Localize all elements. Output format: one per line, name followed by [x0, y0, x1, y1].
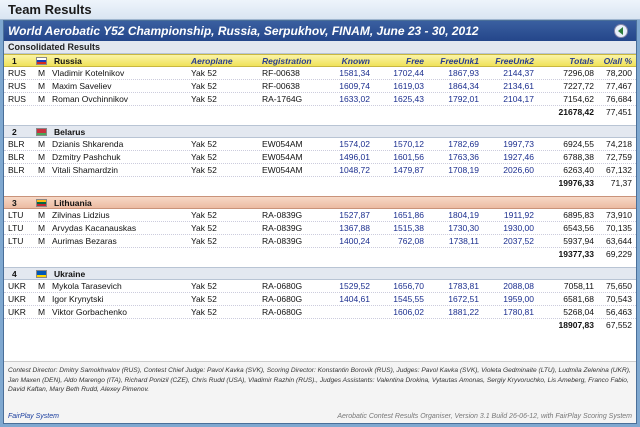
pilot-row[interactable] — [4, 222, 636, 235]
officials-footer — [4, 361, 636, 411]
team-header-belarus[interactable] — [4, 125, 636, 138]
pilot-row[interactable] — [4, 164, 636, 177]
pilot-aeroplane: Yak 52 — [191, 165, 217, 175]
pilot-nation: LTU — [8, 223, 24, 233]
col-freeunk2: FreeUnk2 — [495, 56, 534, 66]
pilot-row[interactable] — [4, 306, 636, 319]
pilot-name: Vladimir Kotelnikov — [52, 68, 125, 78]
score-freeunk1: 1792,01 — [448, 94, 479, 104]
score-known: 1367,88 — [339, 223, 370, 233]
pilot-name: Roman Ovchinnikov — [52, 94, 129, 104]
pilot-nation: RUS — [8, 81, 26, 91]
score-known: 1048,72 — [339, 165, 370, 175]
score-freeunk2: 1780,81 — [503, 307, 534, 317]
pilot-total: 6788,38 — [563, 152, 594, 162]
results-table — [4, 54, 636, 332]
version-info: Aerobatic Contest Results Organiser, Version 3.1 Build 26-06-12, with FairPlay Scoring System — [337, 413, 632, 420]
score-freeunk1: 1708,19 — [448, 165, 479, 175]
officials-text: Contest Director: Dmitry Samokhvalov (RUS), Contest Chief Judge: Pavol Kavka (SVK), Scoring Director: Konstantin Borovik (RUS), Judges: Pavol Kavka (SVK), Violeta Gedminaite (LTU), Ludmila Zelenina (UKR), Jan Maxen (DEN), Aldo Marengo (ITA), Richard Ponizil (CZE), Chris Rudd (USA), Vladimir Razhin (RUS)., Judges Assistants: Valentina Drokina, Vytautas Amonas, Sergiy Kryvoruchko, Lis Ameberg, Franco Fabio, David Kaftan, Mary Beth Rudd, Alexey Pimenov. — [8, 367, 631, 393]
window-titlebar — [0, 0, 640, 20]
pilot-registration: RA-0839G — [262, 210, 303, 220]
pilot-registration: RA-1764G — [262, 94, 303, 104]
pilot-total: 6263,40 — [563, 165, 594, 175]
score-free: 1625,43 — [393, 94, 424, 104]
score-free: 1619,03 — [393, 81, 424, 91]
pilot-total: 6895,83 — [563, 210, 594, 220]
score-freeunk2: 1911,92 — [503, 210, 534, 220]
team-total-row — [4, 319, 636, 332]
pilot-registration: RA-0680G — [262, 281, 303, 291]
pilot-name: Maxim Saveliev — [52, 81, 112, 91]
pilot-row[interactable] — [4, 280, 636, 293]
score-freeunk2: 2104,17 — [503, 94, 534, 104]
pilot-aeroplane: Yak 52 — [191, 81, 217, 91]
col-registration: Registration — [262, 56, 312, 66]
team-header-russia[interactable] — [4, 54, 636, 67]
pilot-registration: RA-0680G — [262, 307, 303, 317]
score-freeunk2: 2134,61 — [503, 81, 534, 91]
team-rank: 3 — [12, 198, 17, 208]
pilot-aeroplane: Yak 52 — [191, 307, 217, 317]
pilot-nation: BLR — [8, 165, 25, 175]
score-freeunk1: 1864,34 — [448, 81, 479, 91]
pilot-total: 7296,08 — [563, 68, 594, 78]
flag-icon — [36, 199, 47, 207]
team-pct: 77,451 — [606, 107, 632, 117]
score-freeunk1: 1867,93 — [448, 68, 479, 78]
pilot-nation: BLR — [8, 152, 25, 162]
pilot-row[interactable] — [4, 93, 636, 106]
team-total-row — [4, 248, 636, 261]
pilot-sex: M — [38, 94, 46, 104]
team-total-row — [4, 106, 636, 119]
pilot-pct: 72,759 — [606, 152, 632, 162]
score-freeunk2: 1997,73 — [503, 139, 534, 149]
flag-icon — [36, 128, 47, 136]
score-freeunk1: 1783,81 — [448, 281, 479, 291]
pilot-registration: RA-0839G — [262, 236, 303, 246]
team-name: Ukraine — [54, 269, 86, 279]
pilot-sex: M — [38, 152, 46, 162]
col-free: Free — [406, 56, 424, 66]
score-freeunk2: 2144,37 — [503, 68, 534, 78]
score-free: 762,08 — [398, 236, 424, 246]
team-name: Lithuania — [54, 198, 92, 208]
score-known: 1527,87 — [339, 210, 370, 220]
pilot-sex: M — [38, 307, 46, 317]
pilot-aeroplane: Yak 52 — [191, 152, 217, 162]
pilot-sex: M — [38, 139, 46, 149]
fairplay-link[interactable]: FairPlay System — [8, 413, 59, 420]
pilot-name: Mykola Tarasevich — [52, 281, 122, 291]
pilot-pct: 70,135 — [606, 223, 632, 233]
pilot-total: 6924,55 — [563, 139, 594, 149]
pilot-registration: RA-0839G — [262, 223, 303, 233]
consolidated-results-label: Consolidated Results — [8, 42, 101, 52]
score-known: 1581,34 — [339, 68, 370, 78]
col-known: Known — [341, 56, 370, 66]
pilot-pct: 63,644 — [606, 236, 632, 246]
pilot-pct: 70,543 — [606, 294, 632, 304]
team-pct: 67,552 — [606, 320, 632, 330]
pilot-aeroplane: Yak 52 — [191, 94, 217, 104]
pilot-pct: 56,463 — [606, 307, 632, 317]
team-header-ukraine[interactable] — [4, 267, 636, 280]
col-pct: O/all % — [603, 56, 632, 66]
pilot-registration: RF-00638 — [262, 68, 300, 78]
pilot-pct: 73,910 — [606, 210, 632, 220]
pilot-sex: M — [38, 165, 46, 175]
results-panel — [3, 20, 637, 424]
pilot-registration: EW054AM — [262, 165, 303, 175]
pilot-sex: M — [38, 294, 46, 304]
score-freeunk2: 2037,52 — [503, 236, 534, 246]
consolidated-results-header — [4, 41, 636, 54]
status-bar — [4, 411, 636, 423]
pilot-aeroplane: Yak 52 — [191, 236, 217, 246]
team-total: 18907,83 — [558, 320, 594, 330]
score-known: 1633,02 — [339, 94, 370, 104]
pilot-nation: LTU — [8, 236, 24, 246]
pilot-total: 7227,72 — [563, 81, 594, 91]
pilot-total: 7058,11 — [563, 281, 594, 291]
team-total: 21678,42 — [558, 107, 594, 117]
score-freeunk1: 1804,19 — [448, 210, 479, 220]
score-freeunk1: 1763,36 — [448, 152, 479, 162]
pilot-total: 5937,94 — [563, 236, 594, 246]
pilot-pct: 67,132 — [606, 165, 632, 175]
pilot-name: Vitali Shamardzin — [52, 165, 118, 175]
pilot-sex: M — [38, 81, 46, 91]
pilot-nation: UKR — [8, 294, 26, 304]
score-freeunk1: 1738,11 — [448, 236, 479, 246]
score-free: 1656,70 — [393, 281, 424, 291]
score-known: 1400,24 — [339, 236, 370, 246]
pilot-pct: 78,200 — [606, 68, 632, 78]
score-freeunk1: 1730,30 — [448, 223, 479, 233]
pilot-sex: M — [38, 68, 46, 78]
back-button[interactable] — [614, 24, 628, 38]
pilot-registration: EW054AM — [262, 152, 303, 162]
pilot-name: Igor Krynytski — [52, 294, 104, 304]
pilot-nation: BLR — [8, 139, 25, 149]
flag-icon — [36, 270, 47, 278]
pilot-total: 6581,68 — [563, 294, 594, 304]
pilot-name: Dzianis Shkarenda — [52, 139, 124, 149]
pilot-nation: LTU — [8, 210, 24, 220]
pilot-row[interactable] — [4, 67, 636, 80]
score-freeunk1: 1782,69 — [448, 139, 479, 149]
pilot-aeroplane: Yak 52 — [191, 294, 217, 304]
score-freeunk2: 1927,46 — [503, 152, 534, 162]
score-known: 1609,74 — [339, 81, 370, 91]
championship-title: World Aerobatic Y52 Championship, Russia, Serpukhov, FINAM, June 23 - 30, 2012 — [8, 24, 479, 38]
score-free: 1651,86 — [393, 210, 424, 220]
pilot-total: 5268,04 — [563, 307, 594, 317]
score-freeunk2: 1959,00 — [503, 294, 534, 304]
score-free: 1606,02 — [393, 307, 424, 317]
pilot-sex: M — [38, 210, 46, 220]
pilot-nation: UKR — [8, 307, 26, 317]
pilot-pct: 74,218 — [606, 139, 632, 149]
col-freeunk1: FreeUnk1 — [440, 56, 479, 66]
pilot-name: Viktor Gorbachenko — [52, 307, 127, 317]
team-total: 19377,33 — [558, 249, 594, 259]
score-free: 1570,12 — [393, 139, 424, 149]
pilot-nation: RUS — [8, 94, 26, 104]
pilot-row[interactable] — [4, 209, 636, 222]
score-free: 1515,38 — [393, 223, 424, 233]
pilot-aeroplane: Yak 52 — [191, 139, 217, 149]
pilot-row[interactable] — [4, 80, 636, 93]
score-known: 1574,02 — [339, 139, 370, 149]
pilot-row[interactable] — [4, 138, 636, 151]
pilot-registration: RF-00638 — [262, 81, 300, 91]
pilot-sex: M — [38, 223, 46, 233]
pilot-pct: 76,684 — [606, 94, 632, 104]
team-rank: 2 — [12, 127, 17, 137]
team-pct: 71,37 — [610, 178, 632, 188]
pilot-sex: M — [38, 281, 46, 291]
window-title: Team Results — [8, 2, 92, 17]
flag-icon — [36, 57, 47, 65]
team-total: 19976,33 — [558, 178, 594, 188]
pilot-aeroplane: Yak 52 — [191, 68, 217, 78]
pilot-aeroplane: Yak 52 — [191, 281, 217, 291]
team-rank: 1 — [12, 56, 17, 66]
pilot-name: Arvydas Kacanauskas — [52, 223, 137, 233]
pilot-row[interactable] — [4, 151, 636, 164]
pilot-name: Zilvinas Lidzius — [52, 210, 110, 220]
team-name: Belarus — [54, 127, 86, 137]
team-rank: 4 — [12, 269, 17, 279]
team-header-lithuania[interactable] — [4, 196, 636, 209]
team-total-row — [4, 177, 636, 190]
back-arrow-icon — [616, 26, 626, 36]
col-totals: Totals — [569, 56, 594, 66]
score-freeunk2: 2088,08 — [503, 281, 534, 291]
score-known: 1404,61 — [339, 294, 370, 304]
pilot-aeroplane: Yak 52 — [191, 223, 217, 233]
col-aeroplane: Aeroplane — [191, 56, 233, 66]
score-free: 1601,56 — [393, 152, 424, 162]
score-free: 1545,55 — [393, 294, 424, 304]
pilot-row[interactable] — [4, 235, 636, 248]
pilot-nation: UKR — [8, 281, 26, 291]
pilot-sex: M — [38, 236, 46, 246]
score-known: 1496,01 — [339, 152, 370, 162]
team-pct: 69,229 — [606, 249, 632, 259]
team-name: Russia — [54, 56, 82, 66]
pilot-total: 6543,56 — [563, 223, 594, 233]
pilot-nation: RUS — [8, 68, 26, 78]
score-free: 1479,87 — [393, 165, 424, 175]
pilot-name: Dzmitry Pashchuk — [52, 152, 121, 162]
score-known: 1529,52 — [339, 281, 370, 291]
championship-banner — [4, 21, 636, 41]
pilot-registration: RA-0680G — [262, 294, 303, 304]
score-free: 1702,44 — [393, 68, 424, 78]
pilot-pct: 77,467 — [606, 81, 632, 91]
pilot-pct: 75,650 — [606, 281, 632, 291]
pilot-name: Aurimas Bezaras — [52, 236, 117, 246]
pilot-total: 7154,62 — [563, 94, 594, 104]
pilot-aeroplane: Yak 52 — [191, 210, 217, 220]
pilot-registration: EW054AM — [262, 139, 303, 149]
pilot-row[interactable] — [4, 293, 636, 306]
score-freeunk1: 1672,51 — [448, 294, 479, 304]
score-freeunk1: 1881,22 — [448, 307, 479, 317]
score-freeunk2: 2026,60 — [503, 165, 534, 175]
score-freeunk2: 1930,00 — [503, 223, 534, 233]
